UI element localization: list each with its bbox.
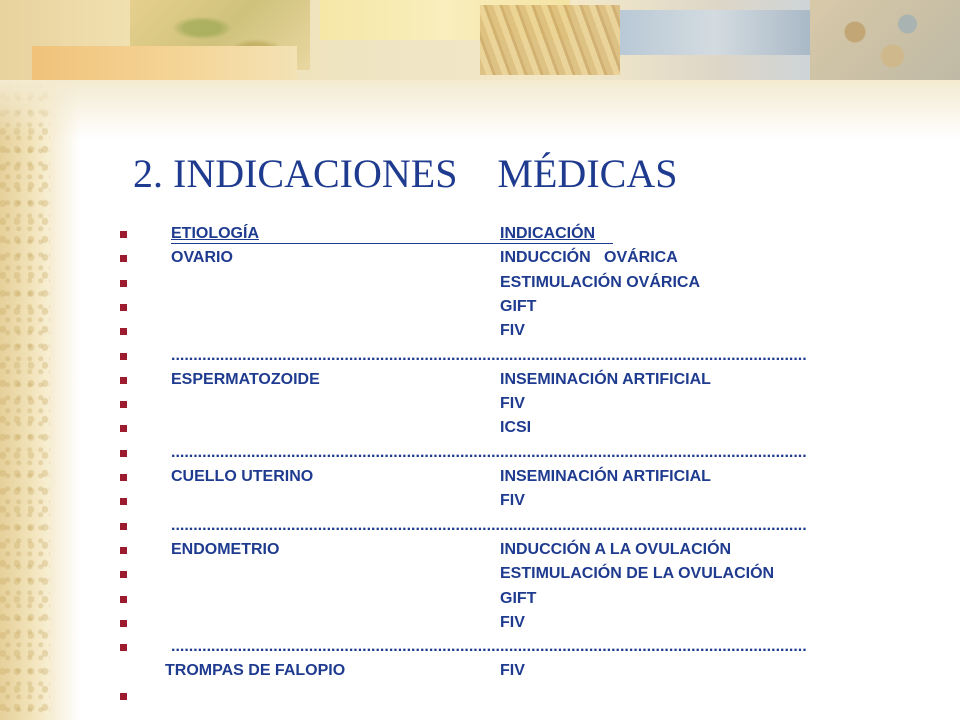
square-bullet-icon bbox=[120, 547, 127, 554]
list-item bbox=[0, 590, 960, 610]
square-bullet-icon bbox=[120, 571, 127, 578]
square-bullet-icon bbox=[120, 620, 127, 627]
wheat-image-tile bbox=[480, 5, 620, 75]
indication-cell: GIFT bbox=[500, 298, 537, 315]
indication-cell: FIV bbox=[500, 492, 525, 509]
indication-cell: FIV bbox=[500, 614, 525, 631]
slide-title: 2. INDICACIONES MÉDICAS bbox=[133, 151, 678, 196]
list-separator-row bbox=[0, 638, 960, 658]
dotted-separator: ............................................................................................................................................... bbox=[171, 347, 807, 364]
indication-cell: FIV bbox=[500, 395, 525, 412]
orange-image-tile bbox=[32, 46, 297, 80]
indication-cell: ESTIMULACIÓN OVÁRICA bbox=[500, 274, 700, 291]
blue-image-tile bbox=[620, 10, 810, 55]
pebbles-image-tile bbox=[810, 0, 960, 80]
indication-cell: INDUCCIÓN A LA OVULACIÓN bbox=[500, 541, 732, 558]
square-bullet-icon bbox=[120, 425, 127, 432]
indication-cell: GIFT bbox=[500, 590, 537, 607]
square-bullet-icon bbox=[120, 401, 127, 408]
square-bullet-icon bbox=[120, 644, 127, 651]
list-item bbox=[0, 274, 960, 294]
etiology-column-header: ETIOLOGÍA bbox=[171, 225, 259, 242]
list-item bbox=[0, 395, 960, 415]
list-header-row bbox=[0, 225, 960, 245]
square-bullet-icon bbox=[120, 255, 127, 262]
square-bullet-icon bbox=[120, 523, 127, 530]
indication-cell: FIV bbox=[500, 322, 525, 339]
square-bullet-icon bbox=[120, 377, 127, 384]
list-item bbox=[0, 541, 960, 561]
top-banner-fade bbox=[0, 80, 960, 140]
etiology-cell: CUELLO UTERINO bbox=[171, 468, 314, 485]
indication-cell: INSEMINACIÓN ARTIFICIAL bbox=[500, 371, 711, 388]
etiology-cell: ENDOMETRIO bbox=[171, 541, 280, 558]
list-item bbox=[0, 249, 960, 269]
square-bullet-icon bbox=[120, 304, 127, 311]
indication-column-header: INDICACIÓN bbox=[500, 225, 596, 242]
list-item bbox=[0, 492, 960, 512]
dotted-separator: ............................................................................................................................................... bbox=[171, 638, 807, 655]
list-item bbox=[0, 662, 960, 682]
indication-cell: ICSI bbox=[500, 419, 532, 436]
indication-cell: FIV bbox=[500, 662, 525, 679]
list-separator-row bbox=[0, 444, 960, 464]
etiology-cell: ESPERMATOZOIDE bbox=[171, 371, 320, 388]
indication-cell: ESTIMULACIÓN DE LA OVULACIÓN bbox=[500, 565, 775, 582]
square-bullet-icon bbox=[120, 498, 127, 505]
square-bullet-icon bbox=[120, 596, 127, 603]
square-bullet-icon bbox=[120, 450, 127, 457]
list-item bbox=[0, 468, 960, 488]
list-separator-row bbox=[0, 347, 960, 367]
header-underline bbox=[171, 243, 613, 244]
list-item bbox=[0, 419, 960, 439]
list-item bbox=[0, 298, 960, 318]
dotted-separator: ............................................................................................................................................... bbox=[171, 517, 807, 534]
list-item bbox=[0, 565, 960, 585]
etiology-cell: OVARIO bbox=[171, 249, 233, 266]
list-item bbox=[0, 322, 960, 342]
square-bullet-icon bbox=[120, 474, 127, 481]
square-bullet-icon bbox=[120, 280, 127, 287]
indication-cell: INSEMINACIÓN ARTIFICIAL bbox=[500, 468, 711, 485]
square-bullet-icon bbox=[120, 328, 127, 335]
list-item bbox=[0, 371, 960, 391]
square-bullet-icon bbox=[120, 231, 127, 238]
square-bullet-icon bbox=[120, 353, 127, 360]
etiology-cell: TROMPAS DE FALOPIO bbox=[165, 662, 346, 679]
list-item bbox=[0, 614, 960, 634]
square-bullet-icon bbox=[120, 693, 127, 700]
indication-cell: INDUCCIÓN OVÁRICA bbox=[500, 249, 678, 266]
list-item bbox=[0, 687, 960, 707]
list-separator-row bbox=[0, 517, 960, 537]
dotted-separator: ............................................................................................................................................... bbox=[171, 444, 807, 461]
